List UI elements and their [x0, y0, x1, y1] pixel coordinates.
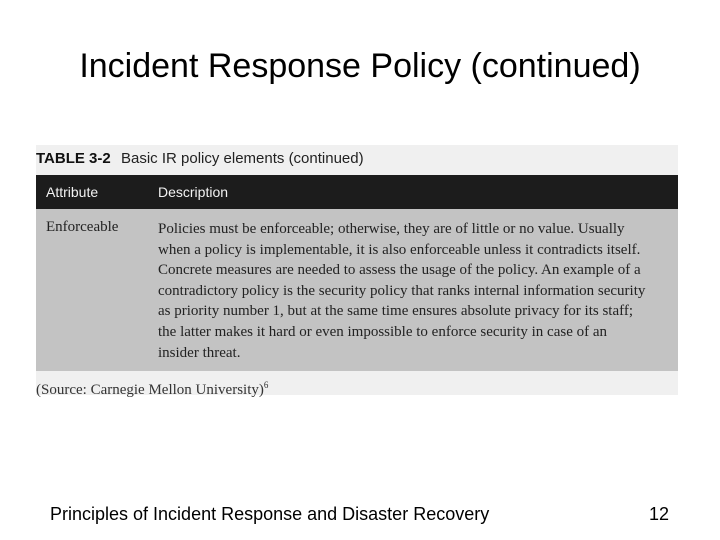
table-caption-text: Basic IR policy elements (continued): [121, 150, 364, 167]
slide-title: Incident Response Policy (continued): [79, 47, 641, 85]
table-caption: [36, 145, 678, 175]
table-source: [36, 371, 678, 398]
table-number: TABLE 3-2: [36, 150, 111, 167]
header-attribute: Attribute: [46, 184, 99, 200]
description-line: Concrete measures are needed to assess the usage of the policy. An example of a: [158, 262, 641, 279]
source-text: (Source: Carnegie Mellon University): [36, 382, 264, 398]
description-cell: [158, 219, 658, 363]
description-line: insider threat.: [158, 344, 241, 361]
description-line: when a policy is implementable, it is also enforceable unless it contradicts itself.: [158, 241, 641, 258]
header-description: Description: [158, 184, 229, 200]
description-line: as priority number 1, but at the same time ensures absolute privacy for its staff;: [158, 303, 634, 320]
page-number: 12: [649, 504, 670, 524]
description-line: the latter makes it hard or even impossible to enforce security in case of an: [158, 323, 608, 340]
attribute-cell: Enforceable: [46, 219, 119, 235]
description-line: Policies must be enforceable; otherwise, they are of little or no value. Usually: [158, 221, 625, 237]
description-line: contradictory policy is the security policy that ranks internal information security: [158, 282, 646, 299]
table-header-row: [36, 175, 678, 209]
table-figure: [36, 145, 678, 398]
slide-footer: Principles of Incident Response and Disaster Recovery: [50, 504, 490, 524]
source-footnote: 6: [263, 380, 269, 390]
table-row: [36, 209, 678, 371]
